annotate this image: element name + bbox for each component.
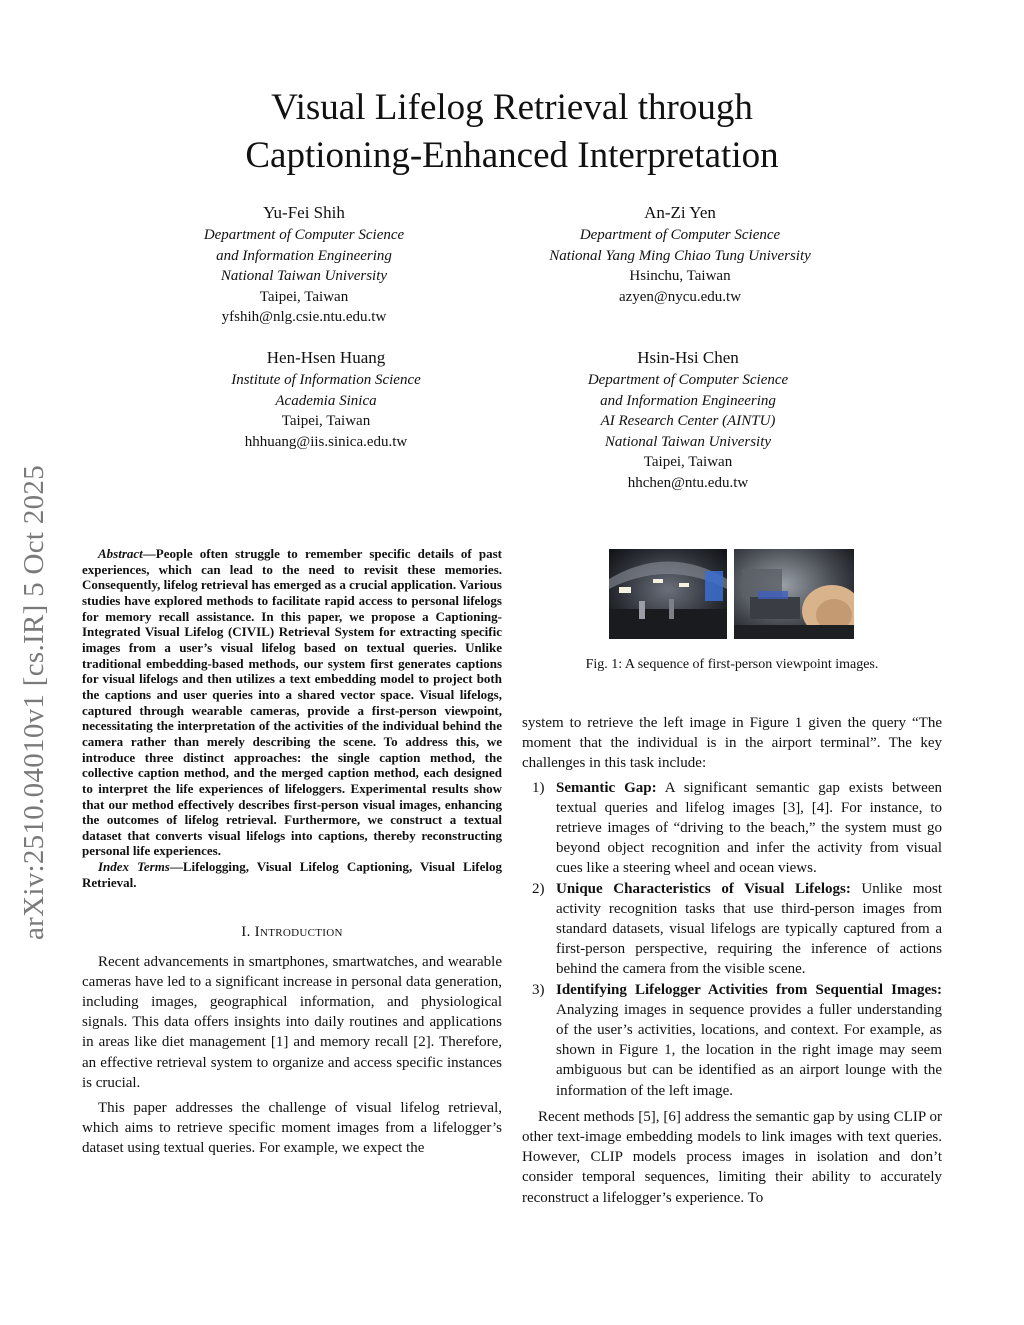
author-name: Yu-Fei Shih [263,203,345,222]
arxiv-stamp: arXiv:2510.04010v1 [cs.IR] 5 Oct 2025 [18,464,50,940]
author-dept: Department of Computer Science [203,227,405,243]
author-org: Academia Sinica [275,392,377,409]
author-email[interactable]: hhchen@ntu.edu.tw [627,474,749,491]
author-dept-2: and Information Engineering [216,247,392,264]
author-block-2 [510,202,850,307]
abstract [82,546,502,890]
abstract-label: Abstract [98,546,143,561]
index-terms-text: —Lifelogging, Visual Lifelog Captioning, Visual Lifelog Retrieval. [82,859,502,890]
intro-paragraph-1: Recent advancements in smartphones, smartwatches, and wearable cameras have led to a significant increase in personal data generation, including images, geographical information, and physiological signals. This data offers insights into daily routines and applications in areas like diet management [1] and memory recall [2]. Therefore, an effective retrieval system to organize and access specific instances is crucial. [82,953,502,1091]
challenge-title: Unique Characteristics of Visual Lifelogs: [556,880,851,897]
list-item [522,778,942,879]
paper-title [0,84,1024,180]
author-email[interactable]: hhhuang@iis.sinica.edu.tw [244,433,408,450]
right-column [522,713,942,1208]
author-org: National Yang Ming Chiao Tung University [549,247,811,264]
author-dept: Department of Computer Science [579,227,781,243]
author-location: Taipei, Taiwan [643,454,733,471]
figure-image-row [522,549,942,639]
challenge-text: Unlike most activity recognition tasks that use third-person images from standard datasets, visual lifelogs are typically captured from a first-person perspective, requiring the inference of actions behind the camera from the visible scene. [556,880,942,978]
left-column [82,546,502,1159]
abstract-text: —People often struggle to remember specific details of past experiences, which can lead to the need to revisit these memories. Consequently, lifelog retrieval has emerged as a crucial application. Various studies have explored methods to facilitate rapid access to personal lifelogs for memory recall assistance. In this paper, we propose a Captioning-Integrated Visual Lifelog (CIVIL) Retrieval System for extracting specific images from a user’s visual lifelog based on textual queries. Unlike traditional embedding-based methods, our system first generates captions for visual lifelogs and then utilizes a text embedding model to project both the captions and user queries into a shared vector space. Visual lifelogs, captured through wearable cameras, provide a first-person viewpoint, necessitating the interpretation of the activities of the individual behind the camera rather than merely describing the scene. To address this, we introduce three distinct approaches: the single caption method, the collective caption method, and the merged caption method, each designed to interpret the life experiences of lifeloggers. Experimental results show that our method effectively describes first-person visual images, enhancing the outcomes of lifelog retrieval. Furthermore, we construct a textual dataset that converts visual lifelogs into captions, thereby reconstructing personal life experiences. [82,546,502,859]
figure-1-caption: Fig. 1: A sequence of first-person viewpoint images. [585,657,879,672]
author-dept-2: and Information Engineering [600,392,776,409]
intro-paragraph-2: This paper addresses the challenge of visual lifelog retrieval, which aims to retrieve specific moment images from a lifelogger’s dataset using textual queries. For example, we expect the [82,1100,502,1157]
list-item-number: 2) [532,880,545,897]
right-intro-paragraph: system to retrieve the left image in Figure 1 given the query “The moment that the individual is in the airport terminal”. The key challenges in this task include: [522,715,942,772]
title-line-2: Captioning-Enhanced Interpretation [245,135,779,176]
author-name: An-Zi Yen [644,203,716,222]
airport-terminal-image [609,549,727,639]
author-name: Hen-Hsen Huang [266,348,386,367]
author-org: AI Research Center (AINTU) [600,413,776,430]
author-email[interactable]: yfshih@nlg.csie.ntu.edu.tw [221,309,387,326]
challenges-list [522,778,942,1101]
author-block-3 [156,347,496,452]
challenge-text: A significant semantic gap exists between textual queries and lifelog images [3], [4]. For instance, to retrieve images of “driving to the beach,” the system must go beyond object recognition and infer the activity from visual cues like a steering wheel and ocean views. [556,779,942,877]
list-item-number: 3) [532,981,545,998]
author-location: Hsinchu, Taiwan [629,268,731,285]
author-block-4 [518,347,858,494]
author-org-2: National Taiwan University [604,433,772,450]
author-dept: Department of Computer Science [587,372,789,388]
list-item-number: 1) [532,779,545,796]
author-dept: Institute of Information Science [231,372,421,388]
index-terms-label: Index Terms [98,859,170,875]
author-location: Taipei, Taiwan [259,288,349,305]
challenge-title: Identifying Lifelogger Activities from Sequential Images: [556,981,942,998]
author-org: National Taiwan University [220,268,388,285]
list-item [522,980,942,1101]
author-name: Hsin-Hsi Chen [637,348,739,367]
title-line-1: Visual Lifelog Retrieval through [271,87,753,128]
section-heading-introduction: I. Introduction [241,924,343,941]
author-location: Taipei, Taiwan [281,413,371,430]
list-item [522,879,942,980]
challenge-title: Semantic Gap: [556,779,657,796]
figure-1 [522,549,942,673]
author-block-1 [134,202,474,328]
author-email[interactable]: azyen@nycu.edu.tw [618,288,742,305]
airport-lounge-image [734,549,854,639]
recent-methods-paragraph: Recent methods [5], [6] address the semantic gap by using CLIP or other text-image embedding models to link images with text queries. However, CLIP models process images in isolation and don’t consider temporal sequences, limiting their ability to accurately reconstruct a lifelogger’s experience. To [522,1108,942,1206]
challenge-text: Analyzing images in sequence provides a fuller understanding of the user’s activities, locations, and context. For example, as shown in Figure 1, the location in the right image may seem ambiguous but can be identified as an airport lounge with the information of the left image. [556,1001,942,1099]
